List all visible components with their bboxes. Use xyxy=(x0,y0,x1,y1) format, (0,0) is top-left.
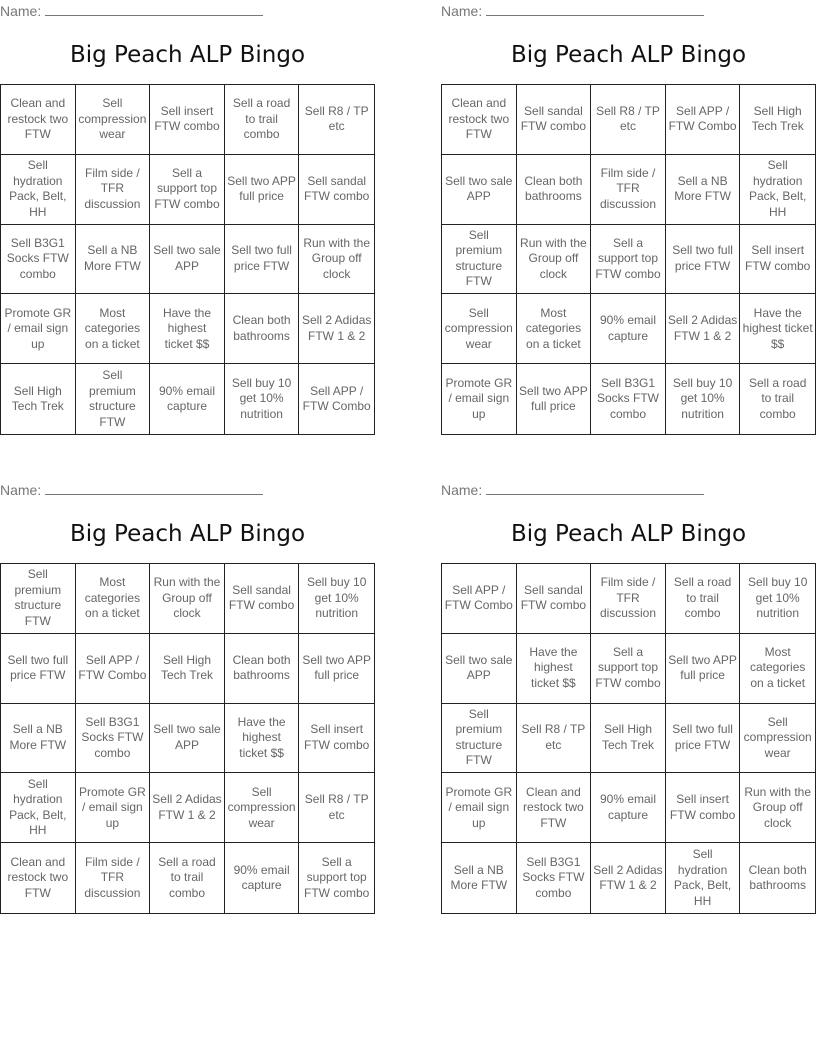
bingo-cell: Sell compression wear xyxy=(740,704,815,774)
bingo-cell: Clean and restock two FTW xyxy=(442,85,517,155)
card-title: Big Peach ALP Bingo xyxy=(69,521,306,547)
bingo-cell: Sell sandal FTW combo xyxy=(517,85,592,155)
bingo-cell: Sell two full price FTW xyxy=(225,225,300,295)
bingo-cell: Sell 2 Adidas FTW 1 & 2 xyxy=(150,773,225,843)
bingo-cell: Sell APP / FTW Combo xyxy=(442,564,517,634)
bingo-cell: Sell buy 10 get 10% nutrition xyxy=(225,364,300,434)
bingo-cell: Sell premium structure FTW xyxy=(76,364,151,434)
name-blank-line[interactable] xyxy=(45,1,263,16)
bingo-cell: Sell 2 Adidas FTW 1 & 2 xyxy=(591,843,666,913)
card-title: Big Peach ALP Bingo xyxy=(510,521,747,547)
bingo-cell: Sell High Tech Trek xyxy=(591,704,666,774)
bingo-cell: Sell sandal FTW combo xyxy=(225,564,300,634)
bingo-cell: Clean both bathrooms xyxy=(748,862,807,893)
bingo-cell: Sell compression wear xyxy=(442,294,517,364)
bingo-cell: Sell High Tech Trek xyxy=(1,364,76,434)
bingo-cell: Sell two APP full price xyxy=(517,364,592,434)
bingo-cell: Sell hydration Pack, Belt, HH xyxy=(1,773,76,843)
bingo-cell: Sell hydration Pack, Belt, HH xyxy=(740,155,815,225)
bingo-cell: Sell B3G1 Socks FTW combo xyxy=(76,704,151,774)
bingo-cell: Sell APP / FTW Combo xyxy=(666,85,741,155)
name-label: Name: xyxy=(441,482,483,498)
bingo-grid xyxy=(0,563,375,914)
bingo-cell: Sell two full price FTW xyxy=(1,634,76,704)
bingo-cell: Sell High Tech Trek xyxy=(150,634,225,704)
bingo-cell: Sell insert FTW combo xyxy=(740,225,815,295)
bingo-cell: Most categories on a ticket xyxy=(517,294,592,364)
bingo-cell: Sell R8 / TP etc xyxy=(517,704,592,774)
name-field xyxy=(441,1,704,21)
bingo-cell: Sell two sale APP xyxy=(150,225,225,295)
bingo-cell: Sell B3G1 Socks FTW combo xyxy=(591,364,666,434)
bingo-cell: Film side / TFR discussion xyxy=(76,843,151,913)
bingo-cell: Film side / TFR discussion xyxy=(591,564,666,634)
bingo-cell: 90% email capture xyxy=(225,843,300,913)
bingo-cell: Sell a NB More FTW xyxy=(1,704,76,774)
bingo-cell: Sell buy 10 get 10% nutrition xyxy=(299,564,374,634)
bingo-cell: Sell two APP full price xyxy=(666,634,741,704)
bingo-cell: Have the highest ticket $$ xyxy=(740,294,815,364)
bingo-cell: Sell sandal FTW combo xyxy=(299,155,374,225)
bingo-cell: Sell sandal FTW combo xyxy=(517,564,592,634)
bingo-cell: Sell APP / FTW Combo xyxy=(302,383,371,414)
bingo-cell: Sell two full price FTW xyxy=(666,225,741,295)
bingo-cell: Film side / TFR discussion xyxy=(591,155,666,225)
bingo-cell: Sell buy 10 get 10% nutrition xyxy=(740,564,815,634)
bingo-cell: Clean and restock two FTW xyxy=(517,773,592,843)
bingo-cell: Sell two full price FTW xyxy=(666,704,741,774)
bingo-cell: Sell B3G1 Socks FTW combo xyxy=(517,843,592,913)
bingo-grid xyxy=(441,84,816,435)
name-label: Name: xyxy=(441,3,483,19)
bingo-cell: Promote GR / email sign up xyxy=(442,364,517,434)
bingo-cell: Sell buy 10 get 10% nutrition xyxy=(666,364,741,434)
name-blank-line[interactable] xyxy=(486,1,704,16)
bingo-cell: Have the highest ticket $$ xyxy=(517,634,592,704)
bingo-cell: Sell premium structure FTW xyxy=(442,704,517,774)
bingo-cell: Sell B3G1 Socks FTW combo xyxy=(1,225,76,295)
bingo-cell: Sell a NB More FTW xyxy=(442,843,517,913)
card-title: Big Peach ALP Bingo xyxy=(69,42,306,68)
bingo-cell: Clean both bathrooms xyxy=(225,634,300,704)
bingo-cell: Sell R8 / TP etc xyxy=(299,773,374,843)
bingo-cell: Sell premium structure FTW xyxy=(1,564,76,634)
name-blank-line[interactable] xyxy=(486,480,704,495)
bingo-grid xyxy=(0,84,375,435)
bingo-cell: Sell compression wear xyxy=(225,773,300,843)
bingo-cell: Sell 2 Adidas FTW 1 & 2 xyxy=(299,294,374,364)
bingo-cell: Sell High Tech Trek xyxy=(740,85,815,155)
bingo-cell: Sell a NB More FTW xyxy=(76,225,151,295)
name-label: Name: xyxy=(0,3,42,19)
bingo-cell: Sell R8 / TP etc xyxy=(591,85,666,155)
bingo-cell: Most categories on a ticket xyxy=(76,564,151,634)
name-field xyxy=(441,480,704,500)
bingo-cell: Run with the Group off clock xyxy=(517,225,592,295)
bingo-cell: Run with the Group off clock xyxy=(740,773,815,843)
bingo-cell: Promote GR / email sign up xyxy=(76,773,151,843)
name-blank-line[interactable] xyxy=(45,480,263,495)
bingo-cell: Most categories on a ticket xyxy=(740,634,815,704)
bingo-cell: Clean both bathrooms xyxy=(225,294,300,364)
bingo-cell: Sell a road to trail combo xyxy=(749,375,807,421)
bingo-cell: Sell R8 / TP etc xyxy=(299,85,374,155)
bingo-cell: Run with the Group off clock xyxy=(299,225,374,295)
bingo-cell: Clean and restock two FTW xyxy=(1,843,76,913)
bingo-cell: Sell two sale APP xyxy=(442,155,517,225)
bingo-cell: Sell hydration Pack, Belt, HH xyxy=(666,843,741,913)
bingo-cell: Sell 2 Adidas FTW 1 & 2 xyxy=(666,294,741,364)
bingo-cell: Sell a road to trail combo xyxy=(150,843,225,913)
bingo-cell: Sell a road to trail combo xyxy=(225,85,300,155)
bingo-cell: 90% email capture xyxy=(591,773,666,843)
bingo-cell: Clean and restock two FTW xyxy=(1,85,76,155)
bingo-cell: Sell a road to trail combo xyxy=(666,564,741,634)
name-field xyxy=(0,480,263,500)
bingo-cell: Sell insert FTW combo xyxy=(150,85,225,155)
bingo-cell: Sell insert FTW combo xyxy=(299,704,374,774)
bingo-cell: Sell two sale APP xyxy=(150,704,225,774)
bingo-cell: 90% email capture xyxy=(591,294,666,364)
bingo-cell: 90% email capture xyxy=(150,364,225,434)
bingo-cell: Sell premium structure FTW xyxy=(442,225,517,295)
bingo-cell: Have the highest ticket $$ xyxy=(150,294,225,364)
bingo-grid xyxy=(441,563,816,914)
bingo-cell: Clean both bathrooms xyxy=(517,155,592,225)
bingo-cell: Promote GR / email sign up xyxy=(1,294,76,364)
bingo-cell: Sell hydration Pack, Belt, HH xyxy=(1,155,76,225)
bingo-cell: Run with the Group off clock xyxy=(150,564,225,634)
bingo-cell: Promote GR / email sign up xyxy=(442,773,517,843)
bingo-cell: Have the highest ticket $$ xyxy=(225,704,300,774)
name-field xyxy=(0,1,263,21)
bingo-cell: Sell two APP full price xyxy=(299,634,374,704)
bingo-cell: Sell a support top FTW combo xyxy=(150,155,225,225)
bingo-cell: Sell a support top FTW combo xyxy=(304,854,370,900)
bingo-cell: Sell two sale APP xyxy=(442,634,517,704)
card-title: Big Peach ALP Bingo xyxy=(510,42,747,68)
bingo-cell: Sell a support top FTW combo xyxy=(591,634,666,704)
name-label: Name: xyxy=(0,482,42,498)
bingo-cell: Sell two APP full price xyxy=(225,155,300,225)
bingo-cell: Sell compression wear xyxy=(76,85,151,155)
bingo-cell: Sell APP / FTW Combo xyxy=(76,634,151,704)
bingo-cell: Film side / TFR discussion xyxy=(76,155,151,225)
bingo-cell: Sell a NB More FTW xyxy=(666,155,741,225)
bingo-cell: Sell a support top FTW combo xyxy=(591,225,666,295)
bingo-cell: Sell insert FTW combo xyxy=(666,773,741,843)
bingo-cell: Most categories on a ticket xyxy=(76,294,151,364)
